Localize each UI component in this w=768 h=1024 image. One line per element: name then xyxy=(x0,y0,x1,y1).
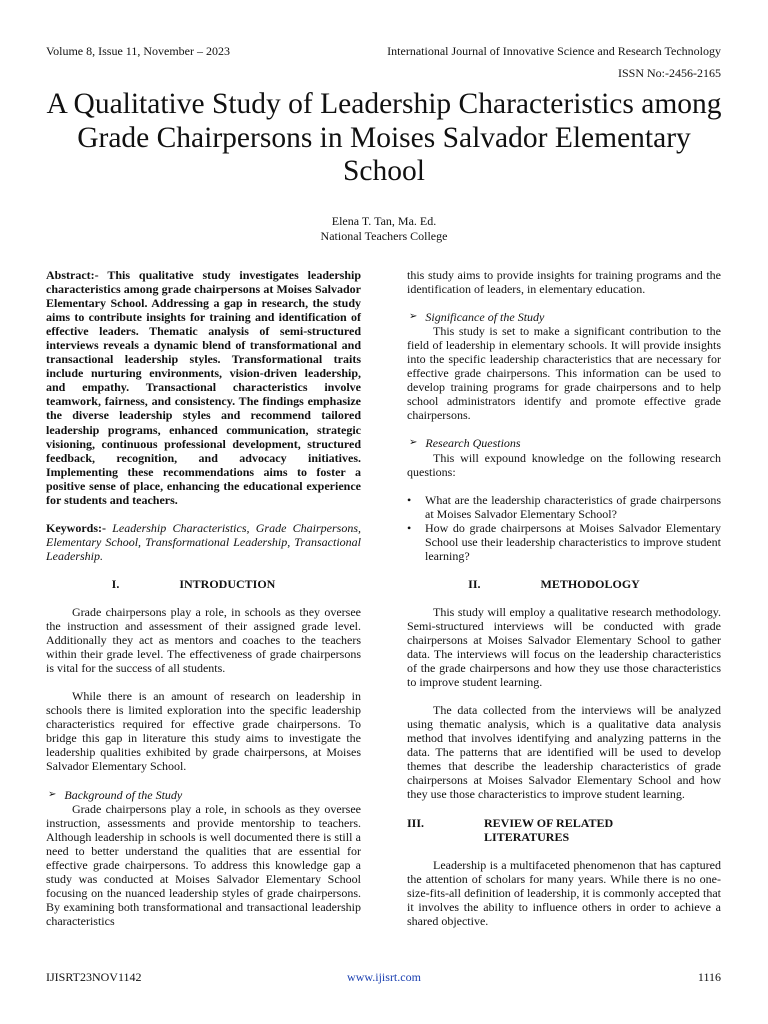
review-heading xyxy=(407,816,721,844)
left-column xyxy=(46,268,361,928)
footer-page-number: 1116 xyxy=(697,970,721,984)
research-questions-intro: This will expound knowledge on the following research questions: xyxy=(407,450,721,479)
research-question-1: What are the leadership characteristics of grade chairpersons at Moises Salvador Elementary School? xyxy=(425,492,721,521)
arrow-bullet-icon: ➢ xyxy=(409,311,418,323)
keywords xyxy=(46,521,361,563)
bullet-icon: • xyxy=(407,492,412,507)
list-item xyxy=(407,493,721,521)
review-number: III. xyxy=(407,815,425,830)
background-paragraph: Grade chairpersons play a role, in schools as they oversee instruction, assessments and provide mentorship to teachers. Although leadership in schools is well documented there is still a need to better understand the qualities that are essential for effective grade chairpersons. To address this knowledge gap a study was conducted at Moises Salvador Elementary School focusing on the nuanced leadership styles of grade chairpersons. By examining both transformational and transactional leadership characteristics xyxy=(46,801,361,928)
introduction-title: INTRODUCTION xyxy=(179,576,276,591)
paper-title: A Qualitative Study of Leadership Characteristics among Grade Chairpersons in Moises Salvador Elementary School xyxy=(46,88,722,187)
research-questions-heading xyxy=(407,436,721,450)
header-journal: International Journal of Innovative Science and Research Technology xyxy=(387,44,721,58)
significance-heading xyxy=(407,310,721,324)
abstract-label: Abstract:- xyxy=(46,268,99,282)
research-questions-title: Research Questions xyxy=(425,436,521,451)
research-questions-list xyxy=(407,493,721,563)
arrow-bullet-icon: ➢ xyxy=(409,437,418,449)
footer-paper-id: IJISRT23NOV1142 xyxy=(46,970,142,984)
right-column xyxy=(407,268,721,928)
bullet-icon: • xyxy=(407,520,412,535)
abstract xyxy=(46,268,361,507)
header-volume: Volume 8, Issue 11, November – 2023 xyxy=(46,44,230,58)
introduction-paragraph-1: Grade chairpersons play a role, in schools as they oversee the instruction and assessment of their assigned grade level. Additionally they act as mentors and coaches to the teachers within their grade level. The effectiveness of grade chairpersons is vital for the success of all students. xyxy=(46,604,361,676)
background-paragraph-continued: this study aims to provide insights for training programs and the identification of leaders, in elementary education. xyxy=(407,268,721,297)
research-question-2: How do grade chairpersons at Moises Salvador Elementary School use their leadership characteristics to improve student learning? xyxy=(425,520,721,563)
significance-title: Significance of the Study xyxy=(425,310,545,325)
review-paragraph-1: Leadership is a multifaceted phenomenon that has captured the attention of scholars for many years. While there is no one-size-fits-all definition of leadership, it is commonly accepted that it involves the ability to influence others in order to achieve a shared objective. xyxy=(407,857,721,928)
methodology-title: METHODOLOGY xyxy=(540,576,640,591)
methodology-heading xyxy=(407,577,721,591)
introduction-number: I. xyxy=(111,576,120,591)
keywords-text: Leadership Characteristics, Grade Chairpersons, Elementary School, Transformational Leadership, Transactional Leadership. xyxy=(46,520,361,563)
list-item xyxy=(407,521,721,563)
author-name: Elena T. Tan, Ma. Ed. xyxy=(331,214,437,228)
keywords-label: Keywords:- xyxy=(46,520,106,535)
background-heading xyxy=(46,788,361,802)
author-block xyxy=(0,214,768,244)
header-issn: ISSN No:-2456-2165 xyxy=(617,66,721,80)
arrow-bullet-icon: ➢ xyxy=(48,788,57,800)
author-affiliation: National Teachers College xyxy=(320,229,448,243)
abstract-text: This qualitative study investigates leadership characteristics among grade chairpersons at Moises Salvador Elementary School. Addressing a gap in research, the study aims to contribute insights for training and identification of effective leaders. Thematic analysis of semi-structured interviews reveals a dynamic blend of transformational and transactional leadership styles. Transformational traits include nurturing environments, vision-driven leadership, and empathy. Transactional characteristics involve teamwork, fairness, and consistency. The findings emphasize the diverse leadership styles and recommend tailored leadership programs, enhanced communication, strategic visioning, continuous professional development, structured feedback, recognition, and advocacy initiatives. Implementing these recommendations aims to foster a positive sense of place, enhancing the educational experience for students and teachers. xyxy=(46,268,361,507)
introduction-paragraph-2: While there is an amount of research on leadership in schools there is limited exploration into the specific leadership characteristics required for effective grade chairpersons. To bridge this gap in literature this study aims to investigate the leadership qualities exhibited by grade chairpersons, at Moises Salvador Elementary School. xyxy=(46,689,361,774)
significance-paragraph: This study is set to make a significant contribution to the field of leadership in elementary schools. It will provide insights into the specific leadership characteristics that are necessary for effective grade chairpersons. This information can be used to develop training programs for grade chairpersons and to help school administrators identify and promote effective grade chairpersons. xyxy=(407,324,721,423)
footer-website-link[interactable]: www.ijisrt.com xyxy=(347,970,421,984)
introduction-heading xyxy=(46,577,361,591)
background-title: Background of the Study xyxy=(64,787,183,802)
methodology-paragraph-2: The data collected from the interviews will be analyzed using thematic analysis, which is a qualitative data analysis method that involves identifying and analyzing patterns in the data. The patterns that are identified will be used to develop themes that describe the leadership characteristics of grade chairpersons at Moises Salvador Elementary School and how they use those characteristics to improve student learning. xyxy=(407,703,721,802)
methodology-number: II. xyxy=(468,576,481,591)
methodology-paragraph-1: This study will employ a qualitative research methodology. Semi-structured interviews will be conducted with grade chairpersons at Moises Salvador Elementary School to gather data. The interviews will focus on the leadership characteristics of the grade chairpersons and how they use those characteristics to improve student learning. xyxy=(407,604,721,690)
review-title: REVIEW OF RELATED LITERATURES xyxy=(484,815,614,844)
